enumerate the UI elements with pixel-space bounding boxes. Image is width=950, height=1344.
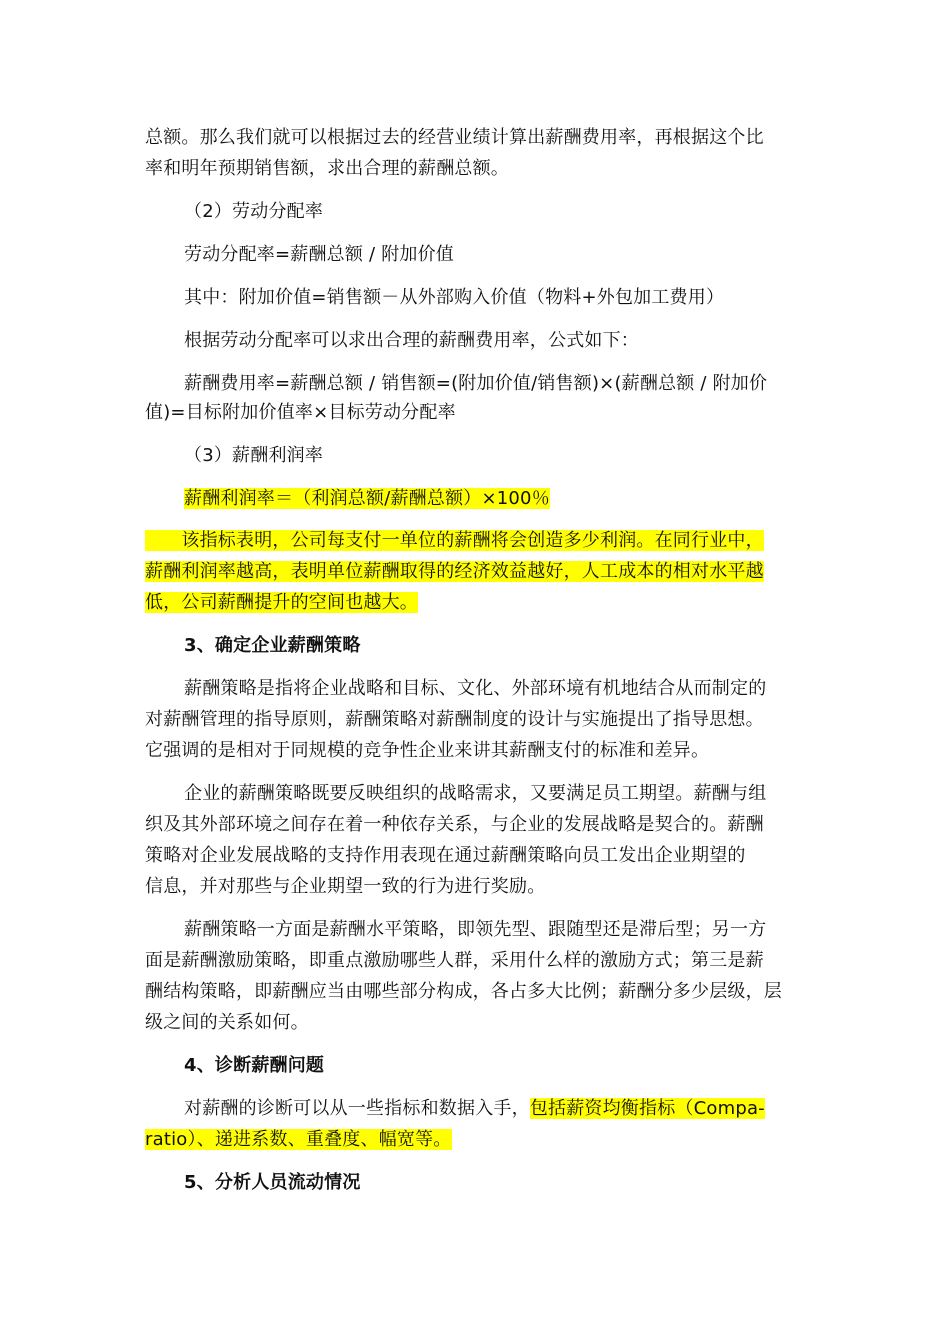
explain-highlight-1: [145, 530, 764, 551]
heading-diagnose-salary: 4、诊断薪酬问题: [184, 1055, 325, 1076]
diagnose-plain-text: 对薪酬的诊断可以从一些指标和数据入手，: [184, 1098, 530, 1119]
salary-profit-formula-highlight: 薪酬利润率＝（利润总额/薪酬总额）×100％: [184, 488, 550, 509]
labor-distribution-formula: 劳动分配率=薪酬总额 / 附加价值: [184, 244, 454, 265]
continued-paragraph-line-1: 总额。那么我们就可以根据过去的经营业绩计算出薪酬费用率，再根据这个比: [145, 127, 764, 148]
heading-personnel-turnover: 5、分析人员流动情况: [184, 1172, 361, 1193]
added-value-formula: 其中：附加价值=销售额－从外部购入价值（物料+外包加工费用）: [184, 287, 725, 308]
strategy-p2-line-3: 策略对企业发展战略的支持作用表现在通过薪酬策略向员工发出企业期望的: [145, 845, 746, 866]
strategy-p3-line-1: 薪酬策略一方面是薪酬水平策略，即领先型、跟随型还是滞后型；另一方: [184, 919, 767, 940]
salary-profit-explain-line-3: [145, 591, 418, 615]
explain-highlight-3: 低，公司薪酬提升的空间也越大。: [145, 592, 418, 613]
heading-salary-strategy: 3、确定企业薪酬策略: [184, 635, 361, 656]
strategy-p1-line-2: 对薪酬管理的指导原则，薪酬策略对薪酬制度的设计与实施提出了指导思想。: [145, 709, 764, 730]
salary-profit-explain-line-2: [145, 560, 764, 584]
section-2-heading: （2）劳动分配率: [184, 201, 324, 222]
salary-cost-formula-line-1: 薪酬费用率=薪酬总额 / 销售额=(附加价值/销售额)×(薪酬总额 / 附加价: [184, 373, 768, 394]
explain-text-1: 该指标表明，公司每支付一单位的薪酬将会创造多少利润。在同行业中，: [181, 530, 764, 551]
salary-profit-formula: [184, 487, 550, 511]
salary-profit-explain-line-1: [145, 529, 764, 553]
section-3-heading: （3）薪酬利润率: [184, 445, 324, 466]
strategy-p1-line-3: 它强调的是相对于同规模的竞争性企业来讲其薪酬支付的标准和差异。: [145, 740, 710, 761]
strategy-p2-line-2: 织及其外部环境之间存在着一种依存关系，与企业的发展战略是契合的。薪酬: [145, 814, 764, 835]
strategy-p3-line-3: 酬结构策略，即薪酬应当由哪些部分构成，各占多大比例；薪酬分多少层级，层: [145, 981, 782, 1002]
strategy-p1-line-1: 薪酬策略是指将企业战略和目标、文化、外部环境有机地结合从而制定的: [184, 678, 767, 699]
strategy-p3-line-2: 面是薪酬激励策略，即重点激励哪些人群，采用什么样的激励方式；第三是薪: [145, 950, 764, 971]
strategy-p2-line-1: 企业的薪酬策略既要反映组织的战略需求，又要满足员工期望。薪酬与组: [184, 783, 767, 804]
continued-paragraph-line-2: 率和明年预期销售额，求出合理的薪酬总额。: [145, 158, 509, 179]
section-2-text: 根据劳动分配率可以求出合理的薪酬费用率，公式如下：: [184, 330, 639, 351]
strategy-p2-line-4: 信息，并对那些与企业期望一致的行为进行奖励。: [145, 876, 546, 897]
diagnose-line-1: [184, 1097, 765, 1121]
strategy-p3-line-4: 级之间的关系如何。: [145, 1012, 309, 1033]
diagnose-highlight-1: 包括薪资均衡指标（Compa-: [529, 1098, 765, 1119]
salary-cost-formula-line-2: 值)=目标附加价值率×目标劳动分配率: [145, 402, 456, 423]
explain-highlight-2: 薪酬利润率越高，表明单位薪酬取得的经济效益越好，人工成本的相对水平越: [145, 561, 764, 582]
diagnose-line-2: [145, 1128, 452, 1152]
diagnose-highlight-2: ratio）、递进系数、重叠度、幅宽等。: [145, 1129, 452, 1150]
